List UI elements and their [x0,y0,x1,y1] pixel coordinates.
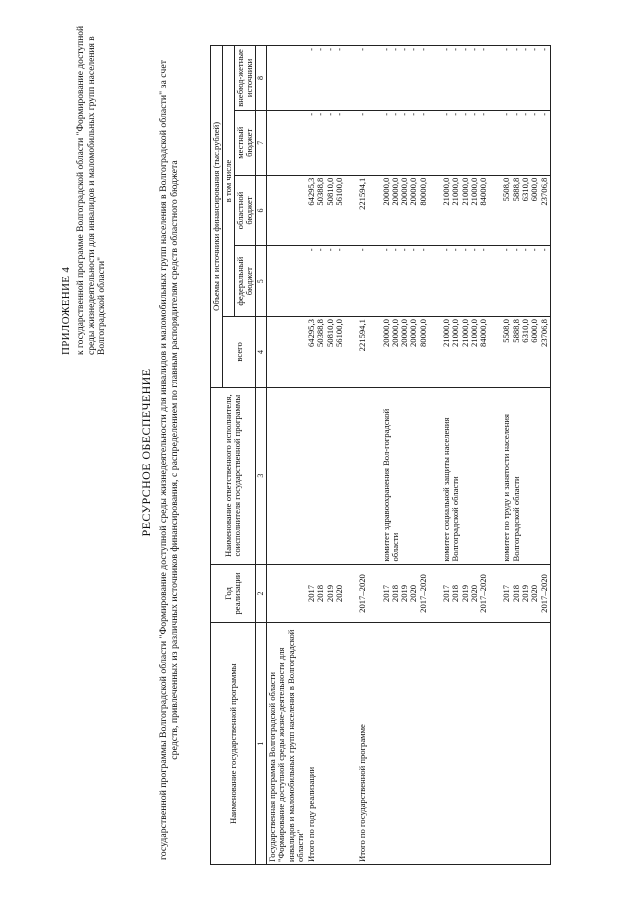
table-row [267,46,307,865]
appendix-note: к государственной программе Волгоградской области "Формирование доступной среды жизнедеятельности для инвалидов и маломобильных групп населения в Волгоградской области" [76,25,108,355]
cell-total: 21000,0 21000,0 21000,0 21000,0 84000,0 [441,317,489,388]
header-regional: областной бюджет [235,175,256,246]
table-row [357,46,368,865]
cell-regional: 21000,0 21000,0 21000,0 21000,0 84000,0 [441,175,489,246]
header-local: местный бюджет [235,110,256,175]
cell-federal: - [357,246,368,317]
cell-extra: - - - - - [441,46,489,111]
cell-executor [267,387,307,564]
appendix-title: ПРИЛОЖЕНИЕ 4 [60,266,72,355]
cell-total: 221594,1 [357,317,368,388]
cell-executor: комитет здравоохранения Вол-гоградской области [381,387,429,564]
cell-regional [267,175,307,246]
cell-extra: - - - - [306,46,345,111]
header-federal: федеральный бюджет [235,246,256,317]
col-number: 5 [256,246,267,317]
cell-program-name: Итого по государственной программе [357,623,368,865]
col-number: 4 [256,317,267,388]
document-subtitle: государственной программы Волгоградской области "Формирование доступной среды жизнедеятельности для инвалидов и маломобильных групп населения в Волгоградской области" за счет средств, привлеченных из различных источников финансирования, с распределением по главным распорядителям средств областного бюджета [158,60,181,860]
cell-extra: - - - - - [381,46,429,111]
cell-local: - [357,110,368,175]
cell-regional: 221594,1 [357,175,368,246]
cell-total: 64295,3 50388,8 50810,0 56100,0 [306,317,345,388]
col-number: 1 [256,623,267,865]
cell-executor: комитет по труду и занятости населения Волгоградской области [501,387,550,564]
cell-years: 2017–2020 [357,564,368,623]
cell-federal: - - - - - [381,246,429,317]
header-total: всего [223,317,256,388]
cell-years: 2017 2018 2019 2020 [306,564,345,623]
table-row [441,46,489,865]
header-funding: Объемы и источники финансирования (тыс.рублей) [211,46,223,388]
cell-federal: - - - - - [441,246,489,317]
table-row [501,46,550,865]
cell-executor [357,387,368,564]
header-executor: Наименование ответственного исполнителя, соисполнителя государственной программы [211,387,256,564]
table-row [381,46,429,865]
header-program-name: Наименование государственной программы [211,623,256,865]
cell-regional: 64295,3 50388,8 50810,0 56100,0 [306,175,345,246]
col-number: 3 [256,387,267,564]
col-number: 7 [256,110,267,175]
col-number: 8 [256,46,267,111]
cell-local: - - - - - [381,110,429,175]
cell-program-name: Государственная программа Волгоградской области "Формирование доступной среды жизне-деятельности для инвалидов и маломобильных групп населения в Волгоградской области" [267,623,307,865]
cell-years: 2017 2018 2019 2020 2017–2020 [441,564,489,623]
cell-extra: - [357,46,368,111]
cell-program-name [501,623,550,865]
cell-extra [267,46,307,111]
cell-executor [306,387,345,564]
cell-regional: 5508,0 5888,8 6310,0 6000,0 23706,8 [501,175,550,246]
cell-years: 2017 2018 2019 2020 2017–2020 [501,564,550,623]
cell-extra: - - - - - [501,46,550,111]
cell-local: - - - - - [441,110,489,175]
col-number: 6 [256,175,267,246]
cell-total: 5508,0 5888,8 6310,0 6000,0 23706,8 [501,317,550,388]
cell-executor: комитет социальной защиты населения Волгоградской области [441,387,489,564]
cell-local [267,110,307,175]
cell-total [267,317,307,388]
cell-years [267,564,307,623]
cell-local: - - - - [306,110,345,175]
cell-program-name [441,623,489,865]
cell-years: 2017 2018 2019 2020 2017–2020 [381,564,429,623]
table-row [306,46,345,865]
cell-program-name [381,623,429,865]
cell-federal: - - - - - [501,246,550,317]
cell-program-name: Итого по году реализации [306,623,345,865]
col-number: 2 [256,564,267,623]
cell-regional: 20000,0 20000,0 20000,0 20000,0 80000,0 [381,175,429,246]
header-including: в том числе [223,46,235,317]
cell-federal [267,246,307,317]
cell-total: 20000,0 20000,0 20000,0 20000,0 80000,0 [381,317,429,388]
resource-table [210,45,551,865]
header-extra: внебюд-жетные источники [235,46,256,111]
document-title: РЕСУРСНОЕ ОБЕСПЕЧЕНИЕ [139,368,153,537]
header-year: Год реализации [211,564,256,623]
cell-local: - - - - - [501,110,550,175]
cell-federal: - - - - [306,246,345,317]
